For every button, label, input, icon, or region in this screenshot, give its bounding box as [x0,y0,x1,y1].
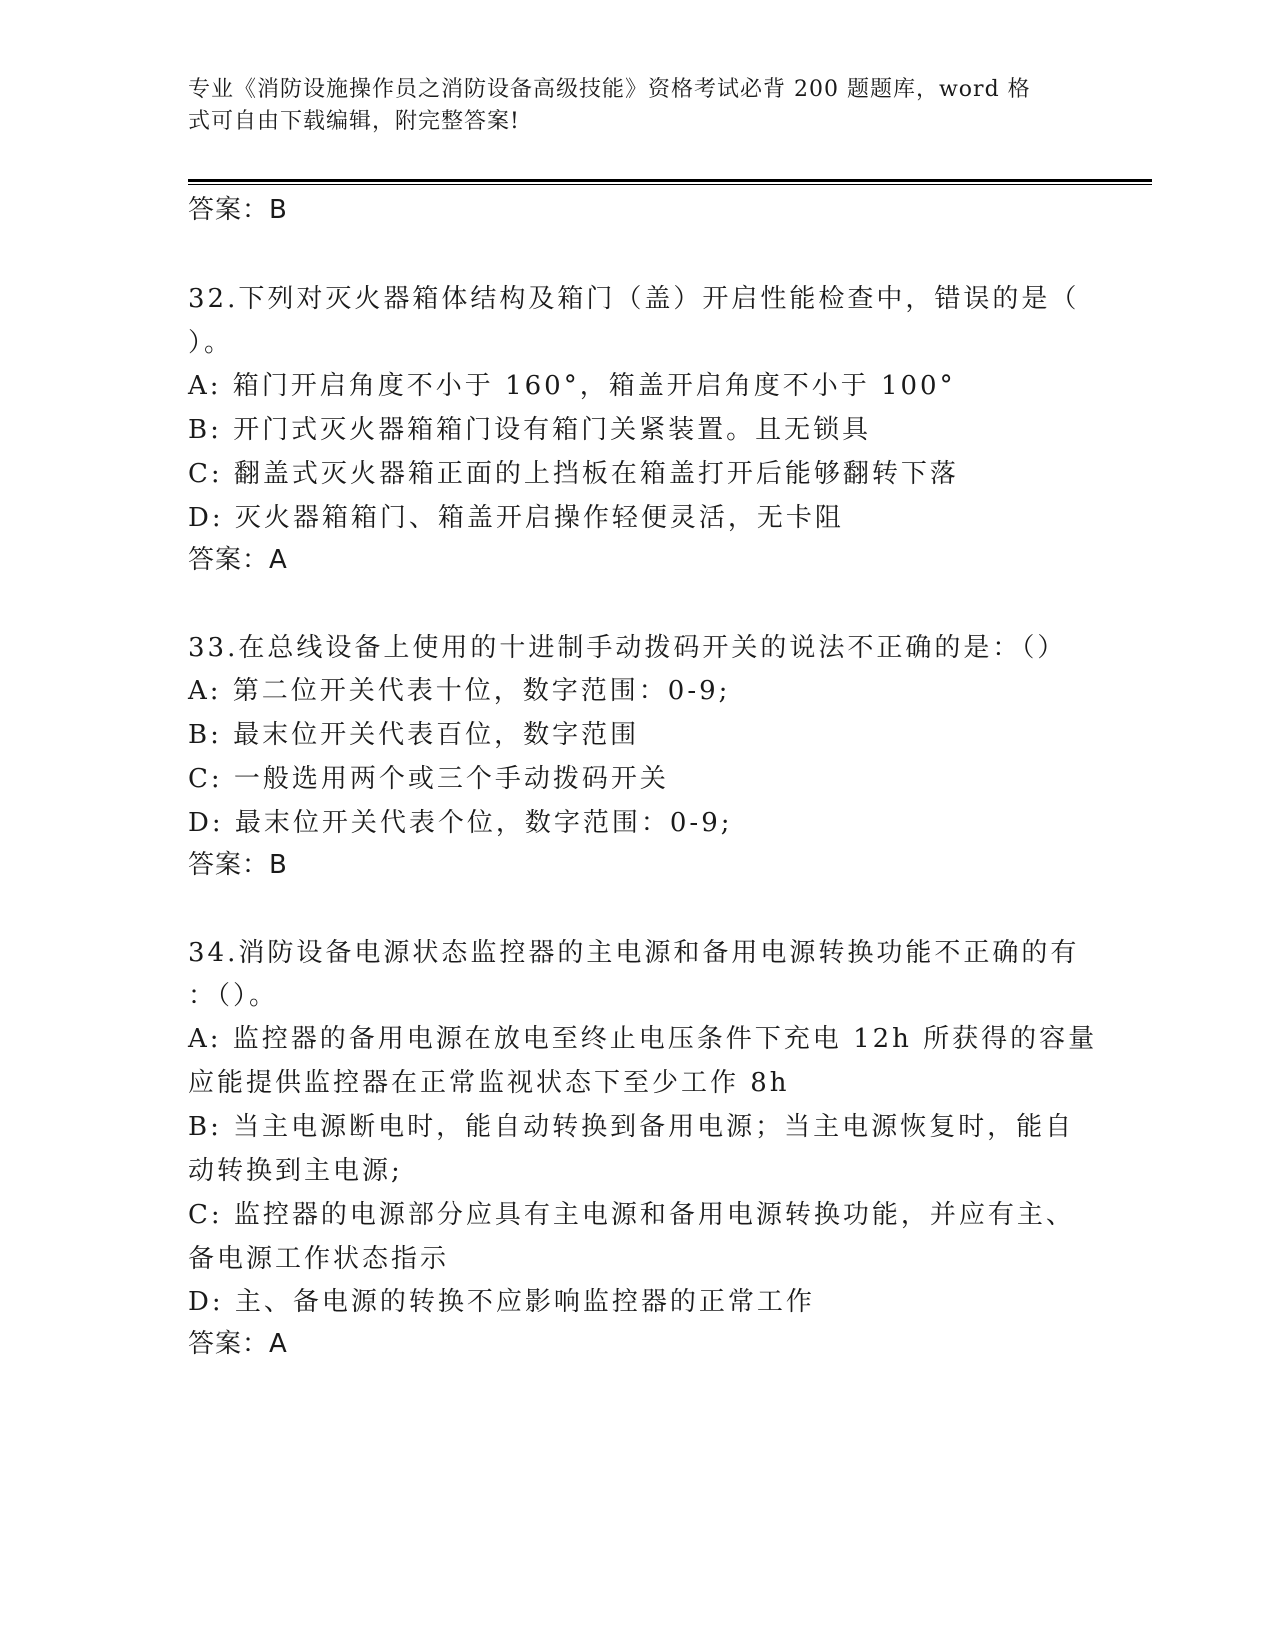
option-d: D: 灭火器箱箱门、箱盖开启操作轻便灵活，无卡阻 [188,503,844,533]
question-stem-line: ）。 [188,328,234,358]
option-a: A: 监控器的备用电源在放电至终止电压条件下充电 12h 所获得的容量 [188,1024,1098,1054]
option-c: C: 监控器的电源部分应具有主电源和备用电源转换功能，并应有主、 [188,1200,1075,1230]
question-stem-line: 34.消防设备电源状态监控器的主电源和备用电源转换功能不正确的有 [188,938,1080,968]
option-c-continued: 备电源工作状态指示 [188,1244,450,1274]
option-c: C: 一般选用两个或三个手动拨码开关 [188,764,669,794]
option-d: D: 主、备电源的转换不应影响监控器的正常工作 [188,1287,815,1317]
answer-label: 答案：A [188,545,288,575]
option-b: B: 开门式灭火器箱箱门设有箱门关紧装置。且无锁具 [188,415,872,445]
previous-answer: 答案：B [188,195,288,225]
option-d: D: 最末位开关代表个位，数字范围：0-9; [188,808,733,838]
question-stem-line: 33.在总线设备上使用的十进制手动拨码开关的说法不正确的是：（） [188,633,1067,663]
option-b: B: 当主电源断电时，能自动转换到备用电源；当主电源恢复时，能自 [188,1112,1075,1142]
question-stem-line: ：（）。 [188,981,279,1011]
option-a: A: 箱门开启角度不小于 160°，箱盖开启角度不小于 100° [188,371,956,401]
header-line-2: 式可自由下载编辑，附完整答案! [188,109,520,134]
question-stem-line: 32.下列对灭火器箱体结构及箱门（盖）开启性能检查中，错误的是（ [188,284,1080,314]
document-header [188,74,1068,138]
answer-label: 答案：B [188,850,288,880]
header-divider-thick [188,179,1152,182]
option-c: C: 翻盖式灭火器箱正面的上挡板在箱盖打开后能够翻转下落 [188,459,959,489]
header-line-1: 专业《消防设施操作员之消防设备高级技能》资格考试必背 200 题题库，word 格 [188,77,1031,102]
option-b-continued: 动转换到主电源; [188,1156,403,1186]
header-divider-thin [188,184,1152,185]
option-a-continued: 应能提供监控器在正常监视状态下至少工作 8h [188,1068,790,1098]
option-a: A: 第二位开关代表十位，数字范围：0-9; [188,676,731,706]
answer-label: 答案：A [188,1329,288,1359]
option-b: B: 最末位开关代表百位，数字范围 [188,720,640,750]
